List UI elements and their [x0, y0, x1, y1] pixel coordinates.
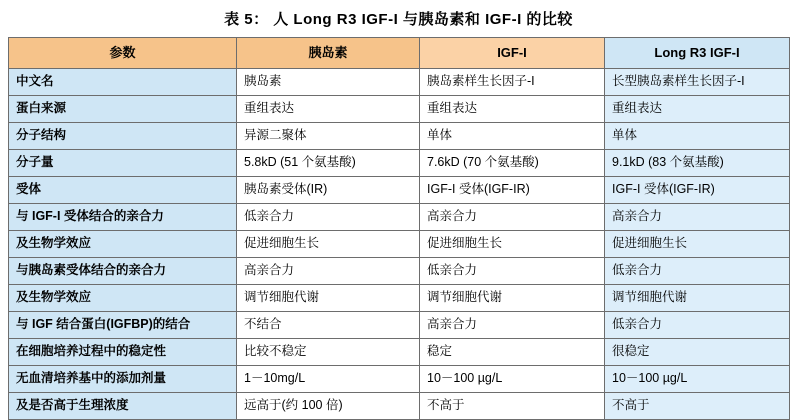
- cell-igf1: 高亲合力: [420, 312, 605, 339]
- cell-igf1: 单体: [420, 123, 605, 150]
- cell-insulin-cont: 调节细胞代谢: [237, 285, 420, 312]
- table-row: [9, 69, 790, 96]
- cell-igf1: IGF-I 受体(IGF-IR): [420, 177, 605, 204]
- cell-igf1-cont: 不高于: [420, 393, 605, 420]
- table-row: [9, 258, 790, 285]
- table-row: [9, 150, 790, 177]
- cell-igf1: 低亲合力: [420, 258, 605, 285]
- cell-longr3: 高亲合力: [605, 204, 790, 231]
- cell-igf1: 稳定: [420, 339, 605, 366]
- cell-longr3: 10－100 µg/L: [605, 366, 790, 393]
- cell-insulin: 重组表达: [237, 96, 420, 123]
- cell-param: 与 IGF-I 受体结合的亲合力: [9, 204, 237, 231]
- cell-param: 中文名: [9, 69, 237, 96]
- table-row: [9, 285, 790, 312]
- cell-param: 分子结构: [9, 123, 237, 150]
- cell-igf1: 高亲合力: [420, 204, 605, 231]
- cell-longr3: 9.1kD (83 个氨基酸): [605, 150, 790, 177]
- table-body: [9, 69, 790, 420]
- cell-igf1: 重组表达: [420, 96, 605, 123]
- table-row: [9, 366, 790, 393]
- cell-param-cont: 及生物学效应: [9, 285, 237, 312]
- cell-insulin-cont: 促进细胞生长: [237, 231, 420, 258]
- cell-igf1: 7.6kD (70 个氨基酸): [420, 150, 605, 177]
- column-header-param: 参数: [9, 38, 237, 69]
- cell-param: 无血清培养基中的添加剂量: [9, 366, 237, 393]
- cell-igf1: 10－100 µg/L: [420, 366, 605, 393]
- table-row: [9, 123, 790, 150]
- table-header: [9, 38, 790, 69]
- table-row: [9, 177, 790, 204]
- table-row: [9, 312, 790, 339]
- cell-param: 蛋白来源: [9, 96, 237, 123]
- cell-longr3: 单体: [605, 123, 790, 150]
- column-header-insulin: 胰岛素: [237, 38, 420, 69]
- cell-insulin: 胰岛素受体(IR): [237, 177, 420, 204]
- cell-insulin: 5.8kD (51 个氨基酸): [237, 150, 420, 177]
- cell-igf1-cont: 促进细胞生长: [420, 231, 605, 258]
- cell-longr3-cont: 调节细胞代谢: [605, 285, 790, 312]
- cell-param: 受体: [9, 177, 237, 204]
- table-caption: 表 5： 人 Long R3 IGF-I 与胰岛素和 IGF-I 的比较: [224, 11, 573, 28]
- table-row: [9, 204, 790, 231]
- cell-insulin: 比较不稳定: [237, 339, 420, 366]
- cell-longr3: 长型胰岛素样生长因子-I: [605, 69, 790, 96]
- cell-insulin: 1－10mg/L: [237, 366, 420, 393]
- cell-insulin: 不结合: [237, 312, 420, 339]
- table-row: [9, 231, 790, 258]
- cell-param: 分子量: [9, 150, 237, 177]
- cell-longr3-cont: 促进细胞生长: [605, 231, 790, 258]
- table-row: [9, 96, 790, 123]
- cell-igf1-cont: 调节细胞代谢: [420, 285, 605, 312]
- cell-insulin: 胰岛素: [237, 69, 420, 96]
- cell-longr3: 低亲合力: [605, 258, 790, 285]
- table-row: [9, 339, 790, 366]
- cell-longr3: 重组表达: [605, 96, 790, 123]
- cell-igf1: 胰岛素样生长因子-I: [420, 69, 605, 96]
- cell-insulin: 低亲合力: [237, 204, 420, 231]
- cell-longr3: 低亲合力: [605, 312, 790, 339]
- cell-longr3: IGF-I 受体(IGF-IR): [605, 177, 790, 204]
- cell-insulin: 高亲合力: [237, 258, 420, 285]
- cell-param-cont: 及生物学效应: [9, 231, 237, 258]
- table-header-row: [9, 38, 790, 69]
- cell-param: 与 IGF 结合蛋白(IGFBP)的结合: [9, 312, 237, 339]
- cell-longr3-cont: 不高于: [605, 393, 790, 420]
- cell-insulin-cont: 远高于(约 100 倍): [237, 393, 420, 420]
- cell-param: 在细胞培养过程中的稳定性: [9, 339, 237, 366]
- cell-longr3: 很稳定: [605, 339, 790, 366]
- cell-param-cont: 及是否高于生理浓度: [9, 393, 237, 420]
- cell-param: 与胰岛素受体结合的亲合力: [9, 258, 237, 285]
- cell-insulin: 异源二聚体: [237, 123, 420, 150]
- column-header-igf1: IGF-I: [420, 38, 605, 69]
- comparison-table: [8, 37, 790, 420]
- column-header-longr3: Long R3 IGF-I: [605, 38, 790, 69]
- table-row: [9, 393, 790, 420]
